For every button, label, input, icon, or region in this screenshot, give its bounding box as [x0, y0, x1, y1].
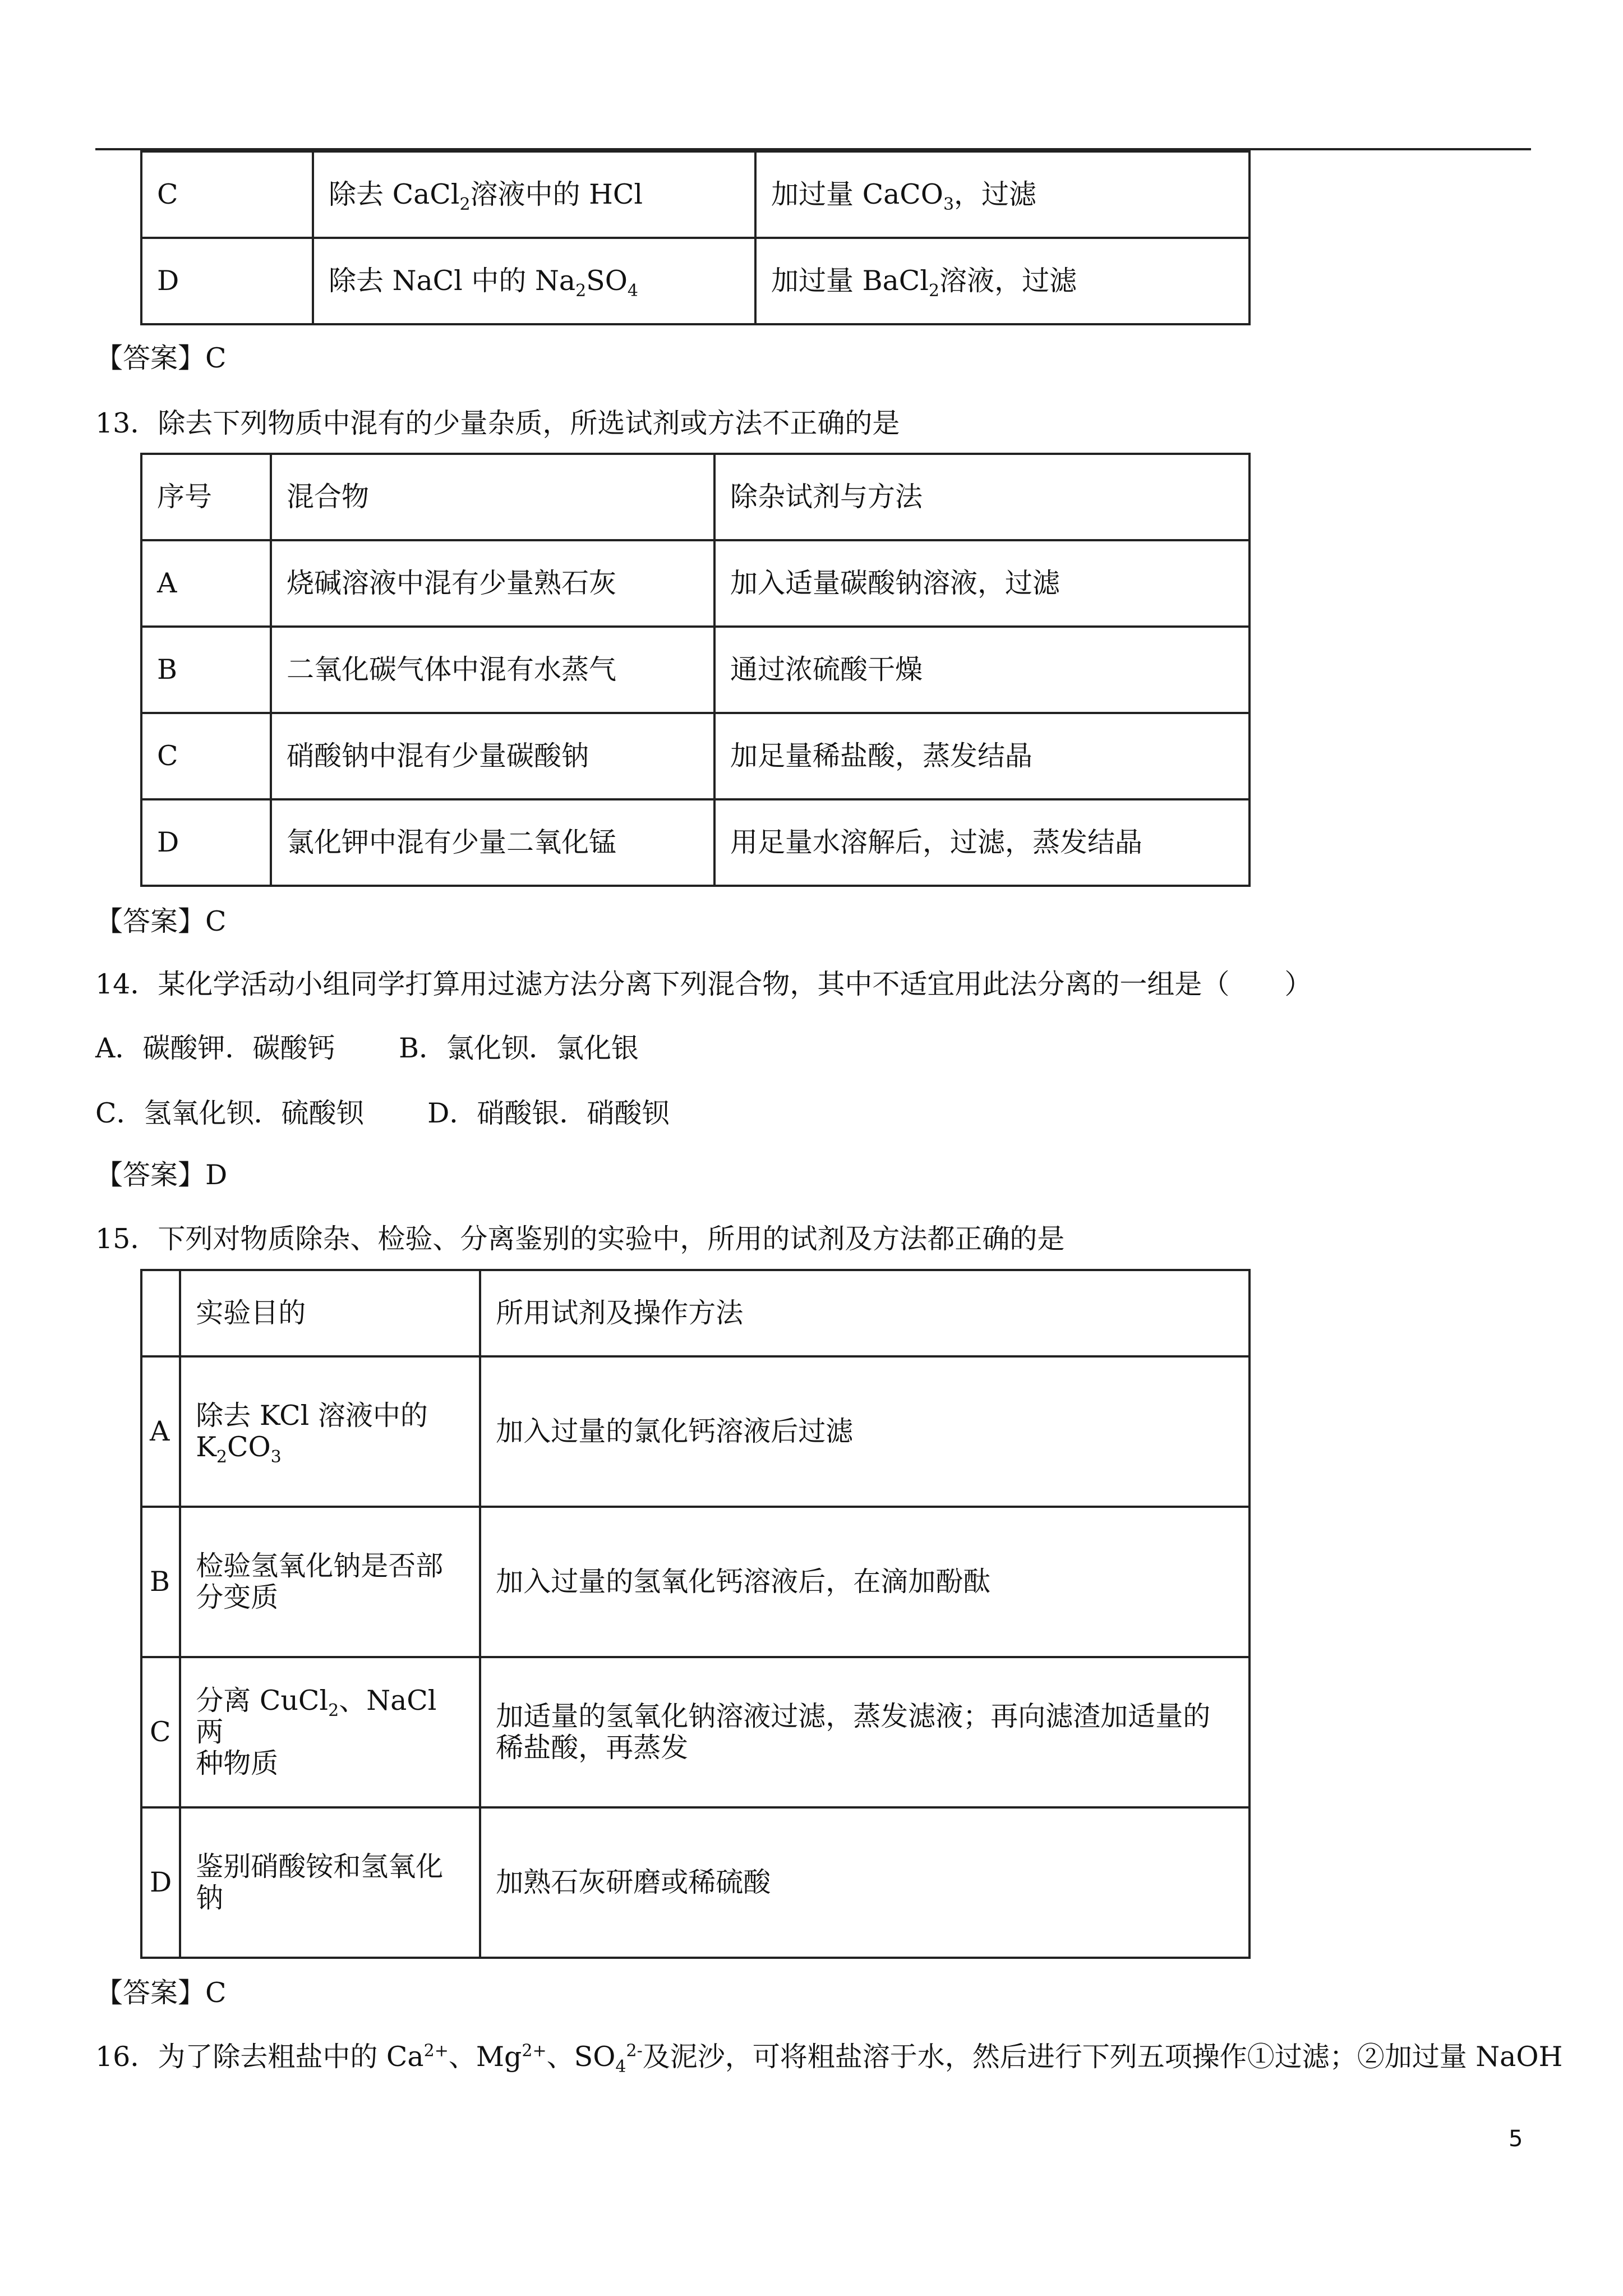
table-q15: [140, 1269, 1251, 1959]
col-header: 序号: [141, 454, 271, 540]
purpose-line: $K_2CO_3$: [196, 1431, 282, 1467]
answer-12: 【答案】C: [95, 342, 227, 374]
purpose-cell: [180, 1657, 480, 1807]
table-row: [141, 799, 1249, 886]
row-label: D: [141, 799, 271, 886]
col-header: 所用试剂及操作方法: [480, 1270, 1249, 1356]
table-row: [141, 540, 1249, 627]
table-row: [141, 627, 1249, 713]
answer-14: 【答案】D: [95, 1159, 228, 1191]
question-14-options-cd: C．氢氧化钡．硫酸钡 D．硝酸银．硝酸钡: [95, 1097, 670, 1129]
method-line: 稀盐酸，再蒸发: [496, 1732, 689, 1764]
row-label: B: [141, 627, 271, 713]
method-cell: 加足量稀盐酸，蒸发结晶: [714, 713, 1249, 799]
table-row: [141, 1807, 1249, 1958]
page-number: 5: [1509, 2126, 1523, 2152]
mixture-cell: 硝酸钠中混有少量碳酸钠: [271, 713, 714, 799]
method-cell: 加过量 CaCO$_3$，过滤: [755, 151, 1249, 238]
table-row: [141, 1507, 1249, 1657]
purpose-cell: [180, 1507, 480, 1657]
question-14: 14．某化学活动小组同学打算用过滤方法分离下列混合物，其中不适宜用此法分离的一组是（ ）: [95, 968, 1312, 1000]
method-cell: 加入过量的氯化钙溶液后过滤: [480, 1356, 1249, 1507]
method-cell: 通过浓硫酸干燥: [714, 627, 1249, 713]
purpose-cell: 除去 CaCl$_2$溶液中的 HCl: [313, 151, 755, 238]
col-header: 实验目的: [180, 1270, 480, 1356]
mixture-cell: 氯化钾中混有少量二氧化锰: [271, 799, 714, 886]
method-cell: 加过量 BaCl$_2$溶液，过滤: [755, 238, 1249, 324]
row-label: A: [141, 540, 271, 627]
col-header: 混合物: [271, 454, 714, 540]
purpose-cell: [180, 1356, 480, 1507]
question-14-options-ab: A．碳酸钾．碳酸钙 B．氯化钡．氯化银: [95, 1032, 639, 1064]
question-13: 13．除去下列物质中混有的少量杂质，所选试剂或方法不正确的是: [95, 407, 900, 439]
method-cell: 加入适量碳酸钠溶液，过滤: [714, 540, 1249, 627]
method-cell: [480, 1657, 1249, 1807]
row-label: D: [141, 238, 313, 324]
table-q13: [140, 453, 1251, 887]
method-cell: 加入过量的氢氧化钙溶液后，在滴加酚酞: [480, 1507, 1249, 1657]
table-row: [141, 238, 1249, 324]
table-top: [140, 150, 1251, 325]
purpose-line: 分变质: [196, 1581, 279, 1613]
col-header: [141, 1270, 180, 1356]
table-row: [141, 151, 1249, 238]
method-line: 加适量的氢氧化钠溶液过滤，蒸发滤液；再向滤渣加适量的: [496, 1700, 1211, 1732]
mixture-cell: 二氧化碳气体中混有水蒸气: [271, 627, 714, 713]
answer-15: 【答案】C: [95, 1977, 227, 2009]
row-label: C: [141, 1657, 180, 1807]
table-header-row: [141, 1270, 1249, 1356]
question-15: 15．下列对物质除杂、检验、分离鉴别的实验中，所用的试剂及方法都正确的是: [95, 1223, 1065, 1255]
row-label: C: [141, 713, 271, 799]
table-header-row: [141, 454, 1249, 540]
answer-13: 【答案】C: [95, 905, 227, 937]
purpose-line: 鉴别硝酸铵和氢氧化: [196, 1851, 444, 1883]
row-label: A: [141, 1356, 180, 1507]
table-row: [141, 1657, 1249, 1807]
purpose-cell: 除去 NaCl 中的 $Na_2SO_4$: [313, 238, 755, 324]
purpose-line: 除去 KCl 溶液中的: [196, 1400, 428, 1432]
method-cell: 用足量水溶解后，过滤，蒸发结晶: [714, 799, 1249, 886]
table-row: [141, 1356, 1249, 1507]
purpose-line: 种物质: [196, 1747, 279, 1779]
purpose-line: 检验氢氧化钠是否部: [196, 1550, 444, 1582]
row-label: C: [141, 151, 313, 238]
table-row: [141, 713, 1249, 799]
mixture-cell: 烧碱溶液中混有少量熟石灰: [271, 540, 714, 627]
purpose-cell: [180, 1807, 480, 1958]
purpose-line: 钠: [196, 1882, 224, 1914]
method-cell: 加熟石灰研磨或稀硫酸: [480, 1807, 1249, 1958]
purpose-line: 分离 CuCl$_2$、NaCl 两: [196, 1685, 437, 1748]
col-header: 除杂试剂与方法: [714, 454, 1249, 540]
row-label: D: [141, 1807, 180, 1958]
row-label: B: [141, 1507, 180, 1657]
question-16: 16．为了除去粗盐中的 $Ca^{2+}$、$Mg^{2+}$、$SO_4^{2-}$及泥沙，可将粗盐溶于水，然后进行下列五项操作①过滤；②加过量 NaOH: [95, 2041, 1563, 2077]
